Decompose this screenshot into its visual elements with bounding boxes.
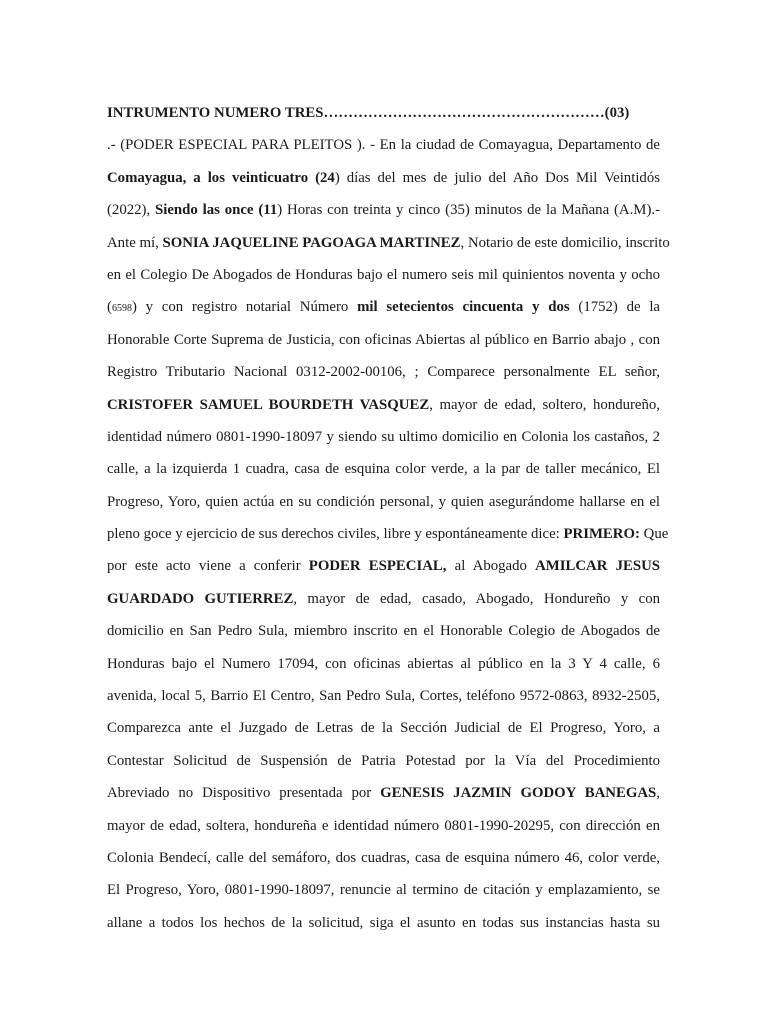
text-run: ) días del mes de julio del Año Dos Mil Veintidós <box>334 169 660 186</box>
text-run: .- (PODER ESPECIAL PARA PLEITOS ). - En la ciudad de Comayagua, Departamento de <box>107 137 660 154</box>
bold-text: INTRUMENTO NUMERO TRES…………………………………………………(03) <box>107 105 630 121</box>
paragraph-line <box>107 714 660 746</box>
text-run: , mayor de edad, casado, Abogado, Hondureño y con <box>293 590 660 607</box>
paragraph-line <box>107 196 660 228</box>
paragraph-line <box>107 682 660 714</box>
bold-text: AMILCAR JESUS <box>535 558 660 575</box>
text-run: pleno goce y ejercicio de sus derechos civiles, libre y espontáneamente dice: <box>107 526 564 543</box>
bold-text: PRIMERO: <box>563 526 640 543</box>
paragraph-line <box>107 423 660 455</box>
text-run: Contestar Solicitud de Suspensión de Patria Potestad por la Vía del Procedimiento <box>107 752 660 769</box>
paragraph-line <box>107 358 660 390</box>
document-title <box>107 99 660 131</box>
text-run: Que <box>639 526 669 543</box>
text-run: Honorable Corte Suprema de Justicia, con oficinas Abiertas al público en Barrio abajo , con <box>107 331 660 348</box>
bold-text: Comayagua, a los veinticuatro (24 <box>107 169 335 186</box>
text-run: avenida, local 5, Barrio El Centro, San Pedro Sula, Cortes, teléfono 9572-0863, 8932-2505, <box>107 688 660 705</box>
paragraph-line <box>107 812 660 844</box>
bold-text: Siendo las once (11 <box>155 202 278 219</box>
text-run: mayor de edad, soltera, hondureña e identidad número 0801-1990-20295, con dirección en <box>107 817 660 834</box>
bold-text: GUARDADO GUTIERREZ <box>107 590 294 607</box>
text-run: Ante mí, <box>107 234 163 251</box>
paragraph-line <box>107 261 660 293</box>
paragraph-line <box>107 617 660 649</box>
text-run: 6598 <box>111 303 132 315</box>
bold-text: PODER ESPECIAL, <box>308 558 447 575</box>
paragraph-line <box>107 391 660 423</box>
paragraph-line <box>107 293 660 325</box>
text-run: , mayor de edad, soltero, hondureño, <box>429 396 660 413</box>
text-run: , <box>656 785 660 802</box>
text-run: Honduras bajo el Numero 17094, con oficinas abiertas al público en la 3 Y 4 calle, 6 <box>107 655 660 672</box>
document-page <box>107 99 670 941</box>
text-run: ) Horas con treinta y cinco (35) minutos de la Mañana (A.M).- <box>277 202 660 219</box>
text-run: al Abogado <box>446 558 536 575</box>
paragraph-line <box>107 876 660 908</box>
bold-text: CRISTOFER SAMUEL BOURDETH VASQUEZ <box>107 396 430 413</box>
text-run: Comparezca ante el Juzgado de Letras de la Sección Judicial de El Progreso, Yoro, a <box>107 720 660 737</box>
text-run: , Notario de este domicilio, inscrito <box>460 234 670 251</box>
paragraph-line <box>107 326 660 358</box>
text-run: allane a todos los hechos de la solicitud, siga el asunto en todas sus instancias hasta su <box>107 914 660 931</box>
text-run: (2022), <box>107 202 155 219</box>
paragraph-line <box>107 779 660 811</box>
text-run: El Progreso, Yoro, 0801-1990-18097, renuncie al termino de citación y emplazamiento, se <box>107 882 660 899</box>
text-run: ( <box>107 299 112 316</box>
paragraph-line <box>107 455 660 487</box>
paragraph-line <box>107 747 660 779</box>
text-run: Colonia Bendecí, calle del semáforo, dos cuadras, casa de esquina número 46, color verde, <box>107 849 660 866</box>
paragraph-line <box>107 650 660 682</box>
paragraph-line <box>107 844 660 876</box>
text-run: calle, a la izquierda 1 cuadra, casa de esquina color verde, a la par de taller mecánico, El <box>107 461 660 478</box>
text-run: Registro Tributario Nacional 0312-2002-00106, ; Comparece personalmente EL señor, <box>107 364 660 381</box>
paragraph-line <box>107 520 669 552</box>
bold-text: mil setecientos cincuenta y dos <box>357 299 570 316</box>
paragraph-line <box>107 488 660 520</box>
text-run: Progreso, Yoro, quien actúa en su condición personal, y quien asegurándome hallarse en el <box>107 493 660 510</box>
bold-text: SONIA JAQUELINE PAGOAGA MARTINEZ <box>162 234 461 251</box>
paragraph-line <box>107 164 660 196</box>
paragraph-line <box>107 229 670 261</box>
bold-text: GENESIS JAZMIN GODOY BANEGAS <box>380 785 657 802</box>
paragraph-line <box>107 585 660 617</box>
text-run: (1752) de la <box>569 299 661 316</box>
paragraph-line <box>107 552 660 584</box>
text-run: Abreviado no Dispositivo presentada por <box>107 785 381 802</box>
text-run: domicilio en San Pedro Sula, miembro inscrito en el Honorable Colegio de Abogados de <box>107 623 660 640</box>
text-run: ) y con registro notarial Número <box>131 299 358 316</box>
text-run: identidad número 0801-1990-18097 y siendo su ultimo domicilio en Colonia los castaños, 2 <box>107 428 660 445</box>
text-run: en el Colegio De Abogados de Honduras bajo el numero seis mil quinientos noventa y ocho <box>107 266 660 283</box>
paragraph-line <box>107 131 660 163</box>
text-run: por este acto viene a conferir <box>107 558 309 575</box>
paragraph-line <box>107 909 660 941</box>
